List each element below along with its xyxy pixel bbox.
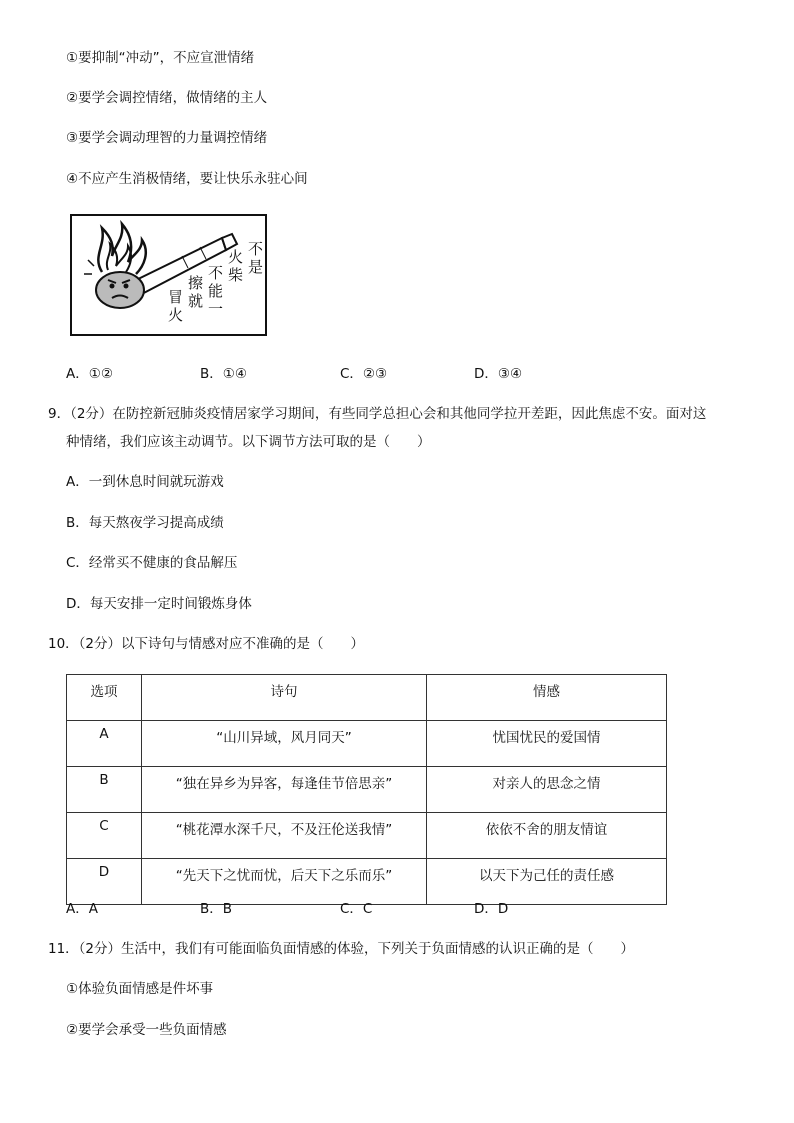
q9-option-b: B．每天熬夜学习提高成绩: [66, 515, 224, 531]
row-poem: “山川异域，风月同天”: [142, 721, 427, 767]
table-row: [67, 767, 667, 813]
svg-text:一: 一: [208, 300, 224, 318]
row-poem: “先天下之忧而忧，后天下之乐而乐”: [142, 859, 427, 905]
q11-item-1: ①体验负面情感是件坏事: [66, 981, 214, 997]
q8-item-1: ①要抑制“冲动”，不应宣泄情绪: [66, 50, 255, 66]
q8-item-4: ④不应产生消极情绪，要让快乐永驻心间: [66, 171, 308, 187]
q10-option-b: B．B: [200, 901, 233, 917]
row-option: C: [67, 813, 142, 859]
q8-option-d: D．③④: [474, 366, 523, 382]
q10-option-c: C．C: [340, 901, 373, 917]
svg-text:冒: 冒: [168, 288, 184, 306]
svg-text:能: 能: [208, 282, 224, 300]
q9-stem-line2: 种情绪，我们应该主动调节。以下调节方法可取的是（ ）: [66, 434, 431, 450]
q11-stem: 11．（2分）生活中，我们有可能面临负面情感的体验，下列关于负面情感的认识正确的是（ ）: [48, 941, 635, 957]
row-poem: “独在异乡为异客，每逢佳节倍思亲”: [142, 767, 427, 813]
q8-item-3: ③要学会调动理智的力量调控情绪: [66, 130, 268, 146]
svg-text:不: 不: [208, 264, 224, 282]
table-header-row: [67, 675, 667, 721]
row-emotion: 对亲人的思念之情: [427, 767, 667, 813]
row-emotion: 依依不舍的朋友情谊: [427, 813, 667, 859]
poem-emotion-table: [66, 674, 667, 905]
row-emotion: 忧国忧民的爱国情: [427, 721, 667, 767]
svg-text:就: 就: [188, 292, 204, 310]
q8-option-c: C．②③: [340, 366, 388, 382]
header-poem: 诗句: [142, 675, 427, 721]
svg-text:柴: 柴: [228, 266, 244, 284]
row-option: A: [67, 721, 142, 767]
q9-option-c: C．经常买不健康的食品解压: [66, 555, 238, 571]
q9-option-a: A．一到休息时间就玩游戏: [66, 474, 224, 490]
svg-text:擦: 擦: [188, 274, 204, 292]
table-row: [67, 721, 667, 767]
header-option: 选项: [67, 675, 142, 721]
q9-option-d: D．每天安排一定时间锻炼身体: [66, 596, 252, 612]
svg-text:火: 火: [168, 306, 184, 324]
cartoon-match-drawing: [72, 216, 265, 334]
table-row: [67, 813, 667, 859]
q10-stem: 10．（2分）以下诗句与情感对应不准确的是（ ）: [48, 636, 365, 652]
q8-option-b: B．①④: [200, 366, 247, 382]
row-option: B: [67, 767, 142, 813]
header-emotion: 情感: [427, 675, 667, 721]
q11-item-2: ②要学会承受一些负面情感: [66, 1022, 227, 1038]
row-poem: “桃花潭水深千尺，不及汪伦送我情”: [142, 813, 427, 859]
q8-option-a: A．①②: [66, 366, 113, 382]
table-row: [67, 859, 667, 905]
q9-stem-line1: 9．（2分）在防控新冠肺炎疫情居家学习期间，有些同学总担心会和其他同学拉开差距，因此焦虑不安。面对这: [48, 406, 707, 422]
svg-text:不: 不: [248, 240, 264, 258]
q8-item-2: ②要学会调控情绪，做情绪的主人: [66, 90, 268, 106]
svg-text:是: 是: [248, 258, 264, 276]
q10-option-d: D．D: [474, 901, 509, 917]
q10-option-a: A．A: [66, 901, 98, 917]
row-option: D: [67, 859, 142, 905]
row-emotion: 以天下为己任的责任感: [427, 859, 667, 905]
cartoon-illustration: [70, 214, 267, 336]
svg-text:火: 火: [228, 248, 244, 266]
